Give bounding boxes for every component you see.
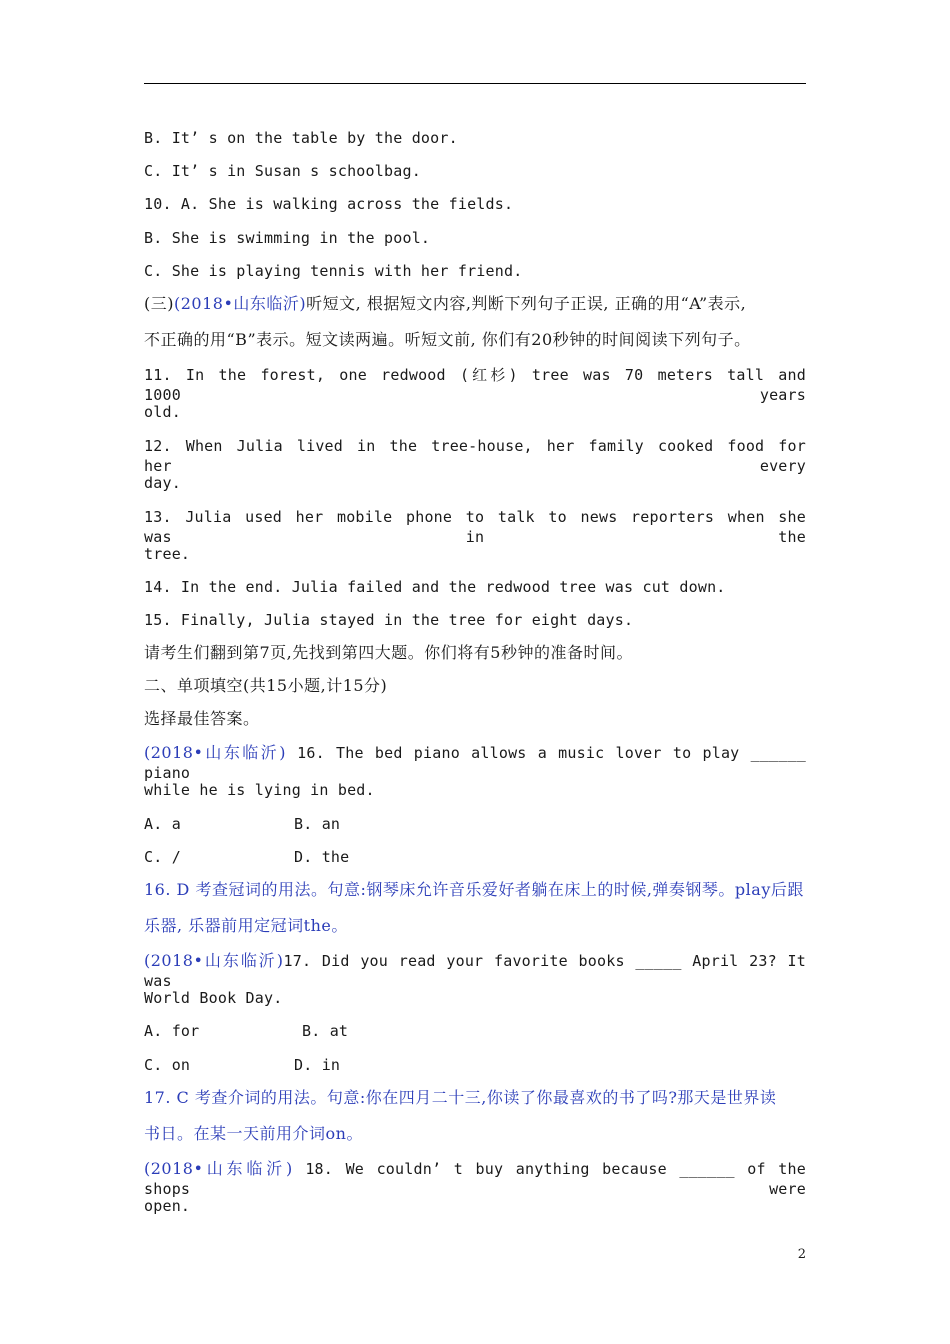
q16-line-2: while he is lying in bed. [144, 781, 375, 799]
q17-answer-1: 17. C 考查介词的用法。句意:你在四月二十三,你读了你最喜欢的书了吗?那天是世界读 [144, 1088, 777, 1107]
q16-answer-2: 乐器, 乐器前用定冠词the。 [144, 916, 348, 935]
q17-option-c: C. on [144, 1056, 191, 1074]
page-number: 2 [797, 1247, 806, 1262]
section3-source: (2018•山东临沂) [174, 294, 307, 313]
q18-source: (2018•山东临沂) [144, 1159, 293, 1178]
q16-options-ab [144, 814, 806, 834]
q11-line-1: 11. In the forest, one redwood (红杉) tree was 70 meters tall and 1000 years [144, 366, 806, 404]
q11-line-2: old. [144, 403, 181, 421]
q16-source: (2018•山东临沂) [144, 743, 286, 762]
q17-stem: 17. Did you read your favorite books _____ April 23? It was [144, 952, 806, 990]
q9-option-b: B. It’ s on the table by the door. [144, 129, 458, 147]
q17-source: (2018•山东临沂) [144, 951, 284, 970]
q12-line-2: day. [144, 474, 181, 492]
q12-line-1: 12. When Julia lived in the tree-house, her family cooked food for her every [144, 437, 806, 475]
section3-heading [144, 294, 806, 314]
part2-subtitle: 选择最佳答案。 [144, 709, 260, 728]
q17-line-2: World Book Day. [144, 989, 283, 1007]
q18-stem: 18. We couldn’ t buy anything because ______ of the shops were [144, 1160, 806, 1198]
q17-option-a: A. for [144, 1022, 200, 1040]
q17-answer-2: 书日。在某一天前用介词on。 [144, 1124, 363, 1143]
q10-option-a: 10. A. She is walking across the fields. [144, 195, 514, 213]
q17-line-1 [144, 951, 806, 991]
q17-option-b: B. at [302, 1022, 349, 1040]
q17-options-ab [144, 1021, 806, 1041]
section3-text-2: 不正确的用“B”表示。短文读两遍。听短文前, 你们有20秒钟的时间阅读下列句子。 [144, 330, 751, 349]
q16-option-d: D. the [294, 848, 350, 866]
q16-option-b: B. an [294, 815, 341, 833]
q10-option-c: C. She is playing tennis with her friend. [144, 262, 523, 280]
q16-stem: 16. The bed piano allows a music lover to play ______ piano [144, 744, 806, 782]
q17-options-cd [144, 1055, 806, 1075]
q18-line-1 [144, 1159, 806, 1199]
q18-line-2: open. [144, 1197, 191, 1215]
q13-line-1: 13. Julia used her mobile phone to talk to news reporters when she was in the [144, 508, 806, 546]
section3-text-1: 听短文, 根据短文内容,判断下列句子正误, 正确的用“A”表示, [306, 294, 747, 313]
q16-options-cd [144, 847, 806, 867]
instruction: 请考生们翻到第7页,先找到第四大题。你们将有5秒钟的准备时间。 [144, 643, 633, 662]
q15: 15. Finally, Julia stayed in the tree for eight days. [144, 611, 634, 629]
q13-line-2: tree. [144, 545, 191, 563]
q14: 14. In the end. Julia failed and the redwood tree was cut down. [144, 578, 726, 596]
part2-title: 二、单项填空(共15小题,计15分) [144, 676, 388, 695]
q10-option-b: B. She is swimming in the pool. [144, 229, 431, 247]
q16-option-a: A. a [144, 815, 181, 833]
q16-answer-1: 16. D 考查冠词的用法。句意:钢琴床允许音乐爱好者躺在床上的时候,弹奏钢琴。play后跟 [144, 880, 804, 899]
q16-option-c: C. / [144, 848, 181, 866]
section3-label: (三) [144, 294, 174, 313]
q9-option-c: C. It’ s in Susan s schoolbag. [144, 162, 421, 180]
header-rule [144, 83, 806, 84]
q16-line-1 [144, 743, 806, 783]
q17-option-d: D. in [294, 1056, 341, 1074]
